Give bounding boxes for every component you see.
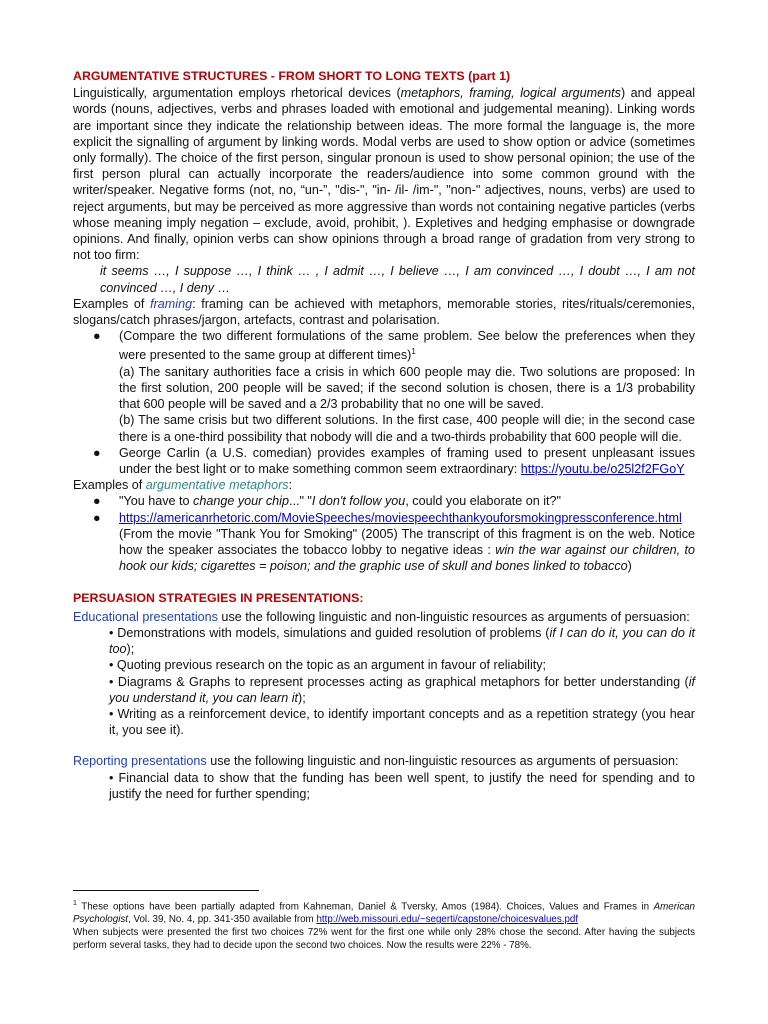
list-item: ● https://americanrhetoric.com/MovieSpeeches/moviespeechthankyouforsmokingpressconference.html (From the movie "Thank You for Smoking" (2005) The transcript of this fragment is on the web. Notice how the speaker associates the tobacco lobby to negative ideas : win the war against our children, to hook our kids; cigarettes = poison; and the graphic use of skull and bones linked to tobacco) bbox=[93, 510, 696, 574]
bullet-icon: • bbox=[109, 658, 114, 673]
list-item: • Financial data to show that the funding has been well spent, to justify the need for spending and to justify the need for further spending; bbox=[109, 770, 695, 801]
rhetorical-devices: metaphors, framing, logical arguments bbox=[400, 86, 621, 101]
section-title-argumentative: ARGUMENTATIVE STRUCTURES - FROM SHORT TO LONG TEXTS (part 1) bbox=[73, 69, 511, 83]
bullet-icon: • bbox=[109, 706, 114, 721]
bullet-icon: • bbox=[109, 674, 114, 689]
option-b: (b) The same crisis but two different solutions. In the first case, 400 people will die; in the second case there is a one-third possibility that nobody will die and a two-thirds probability that 600 people will die. bbox=[119, 413, 695, 444]
metaphors-term: argumentative metaphors bbox=[145, 478, 289, 493]
bullet-icon: • bbox=[109, 770, 114, 785]
footnote: $^1$ These options have been partially adapted from Kahneman, Daniel & Tversky, Amos (1984). Choices, Values and Frames in American Psychologist, Vol. 39, No. 4, pp. 341-350 available from http://web.missouri.edu/~segerti/capstone/choicesvalues.pdf When subjects were presented the first two choices 72% went for the first one while only 28% chose the second. After having the subjects perform several tasks, they had to decide upon the second two choices. Now the results were 22% - 78%. bbox=[73, 900, 695, 952]
bullet-icon: ● bbox=[93, 510, 101, 525]
footnote-separator bbox=[73, 890, 259, 891]
bullet-icon: ● bbox=[93, 445, 101, 460]
intro-paragraph: Linguistically, argumentation employs rhetorical devices (metaphors, framing, logical arguments) and appeal words (nouns, adjectives, verbs and phrases loaded with emotional and judgemental meaning). Linking words are important since they indicate the relationship between ideas. The more formal the language is, the more explicit the signalling of argument by linking words. Modal verbs are used to show option or advice (sometimes only formally). The choice of the first person, singular pronoun is used to show personal opinion; the use of the first person plural can actually incorporate the readers/audience into some common ground with the writer/speaker. Negative forms (not, no, “un-”, "dis-", "in- /il- /im-", "non-" adjectives, nouns, verbs) are used to reject arguments, but may be perceived as more aggressive than words not containing negative particles (verbs whose meaning imply negation – exclude, avoid, prohibit, ). Expletives and hedging emphasise or downgrade opinions. And finally, opinion verbs can show opinions through a broad range of gradation from very strong to not too firm: bbox=[73, 86, 696, 263]
list-item: • Demonstrations with models, simulations and guided resolution of problems (if I can do it, you can do it too); bbox=[109, 625, 696, 657]
carlin-video-link[interactable]: https://youtu.be/o25l2f2FGoY bbox=[520, 462, 685, 477]
list-item: • Quoting previous research on the topic as an argument in favour of reliability; bbox=[109, 658, 547, 673]
list-item: ● (Compare the two different formulations of the same problem. See below the preferences when they were presented to the same group at different times)$^1$ (a) The sanitary authorities face a crisis in which 600 people may die. Two solutions are proposed: In the first solution, 200 people will be saved; if the second solution is chosen, there is a 1/3 probability that 600 people will be saved and a 2/3 probability that no one will be saved. (b) The same crisis but two different solutions. In the first case, 400 people will die; in the second case there is a one-third possibility that nobody will die and a two-thirds probability that 600 people will die. bbox=[93, 329, 695, 444]
footnote-number: 1 bbox=[73, 900, 77, 907]
educational-list bbox=[73, 625, 695, 738]
section-title-persuasion: PERSUASION STRATEGIES IN PRESENTATIONS: bbox=[73, 591, 364, 606]
footnote-results: When subjects were presented the first two choices 72% went for the first one while only 28% chose the second. After having the subjects perform several tasks, they had to decide upon the second two choices. Now the results were 22% - 78%. bbox=[73, 927, 695, 952]
reporting-label: Reporting presentations bbox=[73, 754, 207, 769]
opinion-verbs-examples: it seems …, I suppose …, I think … , I admit …, I believe …, I am convinced …, I doubt …, I am not convinced …, I deny … bbox=[100, 264, 695, 295]
framing-intro: Examples of framing: framing can be achieved with metaphors, memorable stories, rites/rituals/ceremonies, slogans/catch phrases/jargon, artefacts, contrast and polarisation. bbox=[73, 296, 695, 328]
list-item: • Diagrams & Graphs to represent processes acting as graphical metaphors for better understanding (if you understand it, you can learn it); bbox=[109, 674, 696, 705]
metaphors-intro: Examples of argumentative metaphors: bbox=[73, 478, 293, 493]
reporting-list bbox=[73, 770, 695, 802]
choices-values-pdf-link[interactable]: http://web.missouri.edu/~segerti/capstone/choicesvalues.pdf bbox=[316, 914, 579, 926]
bullet-icon: ● bbox=[93, 494, 101, 509]
document-page bbox=[73, 68, 695, 802]
list-item: ● George Carlin (a U.S. comedian) provides examples of framing used to present unpleasant issues under the best light or to make something common seem extraordinary: https://youtu.be/o25l2f2FGoY bbox=[93, 445, 695, 477]
metaphors-list bbox=[73, 493, 695, 574]
footnote-ref[interactable]: 1 bbox=[411, 347, 416, 357]
framing-term: framing bbox=[150, 296, 193, 311]
educational-label: Educational presentations bbox=[73, 609, 218, 624]
bullet-icon: ● bbox=[93, 329, 101, 344]
reporting-paragraph: Reporting presentations use the following linguistic and non-linguistic resources as arguments of persuasion: bbox=[73, 754, 679, 769]
list-item: ● "You have to change your chip..." "I don't follow you, could you elaborate on it?" bbox=[93, 494, 562, 509]
bullet-icon: • bbox=[109, 625, 114, 640]
movie-speech-link[interactable]: https://americanrhetoric.com/MovieSpeeches/moviespeechthankyouforsmokingpressconference.html bbox=[119, 510, 682, 525]
framing-list bbox=[73, 328, 695, 477]
educational-paragraph: Educational presentations use the following linguistic and non-linguistic resources as arguments of persuasion: bbox=[73, 609, 690, 624]
option-a: (a) The sanitary authorities face a crisis in which 600 people may die. Two solutions are proposed: In the first solution, 200 people will be saved; if the second solution is chosen, there is a 1/3 probability that 600 people will be saved and a 2/3 probability that no one will be saved. bbox=[119, 364, 695, 412]
list-item: • Writing as a reinforcement device, to identify important concepts and as a repetition strategy (you hear it, you see it). bbox=[109, 706, 695, 738]
